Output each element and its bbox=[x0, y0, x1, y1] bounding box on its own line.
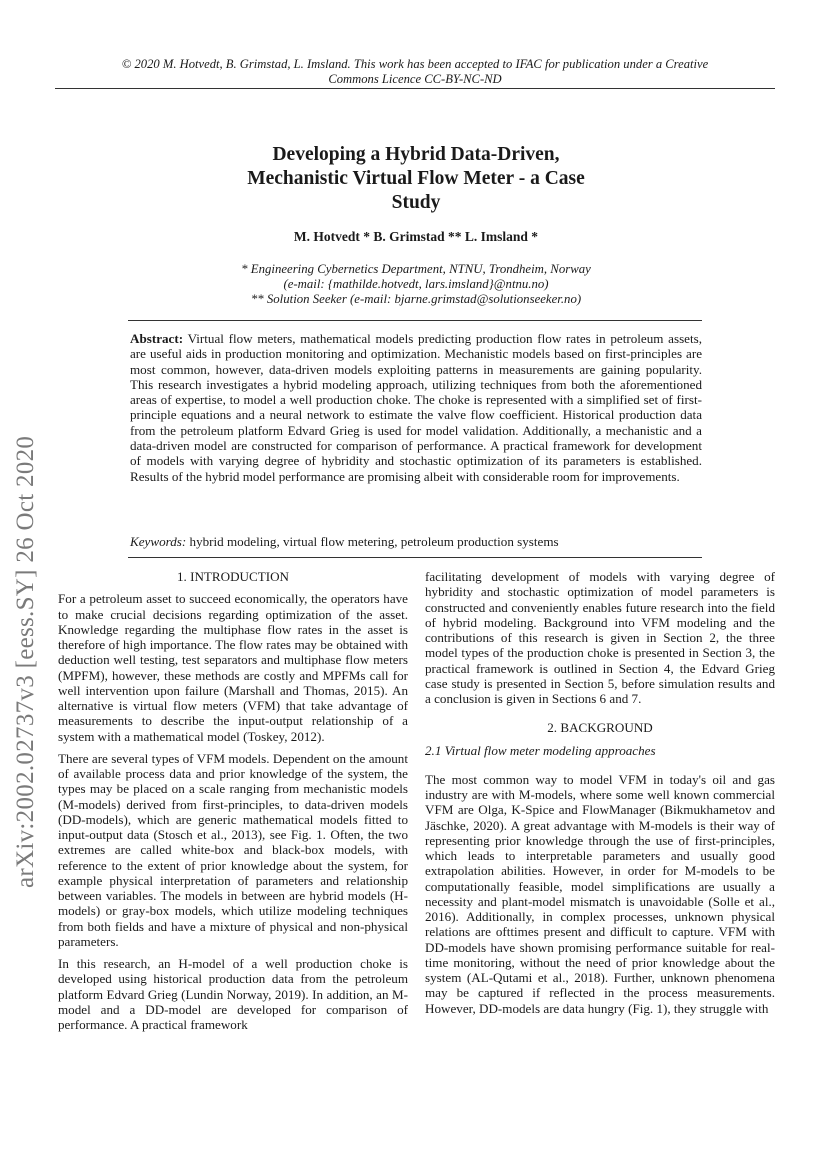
arxiv-stamp-text: arXiv:2002.02737v3 [eess.SY] 26 Oct 2020 bbox=[12, 435, 39, 888]
keywords-label: Keywords: bbox=[130, 534, 187, 549]
paragraph: In this research, an H-model of a well production choke is developed using historical production data from the petroleum platform Edvard Grieg (Lundin Norway, 2019). In addition, an M-model and a DD-model are developed for comparison of performance. A practical framework bbox=[58, 956, 408, 1032]
paragraph: The most common way to model VFM in today's oil and gas industry are with M-models, where some well known commercial VFM are Olga, K-Spice and FlowManager (Bikmukhametov and Jäschke, 2020). A great advantage with M-models is their way of representing prior knowledge through the use of first-principles, which leads to interpretable parameters and usually good extrapolation abilities. However, in order for M-models to be computationally feasible, model simplifications are usually a necessity and plant-model mismatch is unavoidable (Solle et al., 2016). Additionally, in complex processes, unknown physical relations are ofttimes present and difficult to capture. VFM with DD-models have shown promising performance suitable for real-time monitoring, without the need of prior knowledge about the system (AL-Qutami et al., 2018). Further, unknown phenomena may be captured if reflected in the process measurements. However, DD-models are data hungry (Fig. 1), they struggle with bbox=[425, 771, 775, 1016]
right-column bbox=[425, 569, 775, 1023]
section-heading-introduction: 1. INTRODUCTION bbox=[176, 569, 289, 584]
abstract-text: Virtual flow meters, mathematical models predicting production flow rates in petroleum assets, are useful aids in production monitoring and optimization. Mechanistic models based on first-principles are most common, however, data-driven models exploiting patterns in measurements are gaining popularity. This research investigates a hybrid modeling approach, utilizing techniques from both the aforementioned areas of expertise, to model a well production choke. The choke is represented with a simplified set of first-principle equations and a neural network to estimate the valve flow coefficient. Historical production data from the petroleum platform Edvard Grieg is used for model validation. Additionally, a mechanistic and a data-driven model are constructed for comparison of performance. A practical framework for development of models with varying degree of hybridity and stochastic optimization of its parameters is established. Results of the hybrid model performance are promising albeit with considerable room for improvements. bbox=[130, 331, 702, 484]
title-line1: Developing a Hybrid Data-Driven, bbox=[272, 144, 560, 165]
copyright-notice-line2: Commons Licence CC-BY-NC-ND bbox=[328, 72, 502, 86]
abstract bbox=[130, 331, 702, 484]
paragraph: For a petroleum asset to succeed economically, the operators have to make crucial decisions regarding optimization of the asset. Knowledge regarding the multiphase flow rates in the asset is therefore of high importance. The flow rates may be obtained with deduction well testing, test separators and multiphase flow meters (MPFM), however, these methods are costly and MPFMs call for well intervention upon failure (Marshall and Thomas, 2015). An alternative is virtual flow meters (VFM) that take advantage of measurements to describe the input-output relationship of a system with a mathematical model (Toskey, 2012). bbox=[58, 591, 408, 744]
keywords bbox=[130, 534, 702, 549]
keywords-text: hybrid modeling, virtual flow metering, petroleum production systems bbox=[189, 534, 559, 549]
authors-text: M. Hotvedt * B. Grimstad ** L. Imsland * bbox=[293, 229, 539, 244]
affiliation-line3: ** Solution Seeker (e-mail: bjarne.grimstad@solutionseeker.no) bbox=[250, 292, 582, 306]
paper-title bbox=[160, 143, 672, 215]
copyright-notice-line1: © 2020 M. Hotvedt, B. Grimstad, L. Imsland. This work has been accepted to IFAC for publication under a Creative bbox=[121, 57, 709, 71]
affiliation-line1: * Engineering Cybernetics Department, NTNU, Trondheim, Norway bbox=[241, 262, 591, 276]
header-rule bbox=[55, 88, 775, 89]
abstract-top-rule bbox=[128, 320, 702, 321]
affiliation-line2: (e-mail: {mathilde.hotvedt, lars.imsland}@ntnu.no) bbox=[283, 277, 549, 291]
abstract-label: Abstract: bbox=[130, 331, 184, 346]
left-column bbox=[58, 569, 408, 1039]
copyright-notice bbox=[55, 57, 775, 87]
abstract-bottom-rule bbox=[128, 557, 702, 558]
subsection-heading: 2.1 Virtual flow meter modeling approaches bbox=[425, 742, 656, 758]
paragraph: facilitating development of models with varying degree of hybridity and stochastic optimization of model parameters is constructed and conveniently enables future research into the field of hybrid modeling. Background into VFM modeling and the contributions of this research is given in Section 2, the three model types of the production choke is presented in Section 3, the practical framework is outlined in Section 4, the Edvard Grieg case study is presented in Section 5, before simulation results and a conclusion is given in Sections 6 and 7. bbox=[425, 569, 775, 706]
title-line2: Mechanistic Virtual Flow Meter - a Case bbox=[247, 168, 585, 189]
author-list bbox=[160, 229, 672, 245]
affiliations bbox=[160, 262, 672, 307]
section-heading-background: 2. BACKGROUND bbox=[547, 720, 653, 736]
title-line3: Study bbox=[391, 192, 441, 213]
paragraph: There are several types of VFM models. Dependent on the amount of available process data and prior knowledge of the system, the types may be placed on a scale ranging from mechanistic models (M-models) derived from first-principles, to data-driven models (DD-models), which are generic mathematical models fitted to input-output data (Stosch et al., 2013), see Fig. 1. Often, the two extremes are called white-box and black-box models, with reference to the extent of prior knowledge about the system, for example physical interpretation of parameters and relationship between variables. The models in between are hybrid models (H-models) or gray-box models, which utilize modeling techniques from both fields and have a mixture of physical and non-physical parameters. bbox=[58, 750, 408, 949]
